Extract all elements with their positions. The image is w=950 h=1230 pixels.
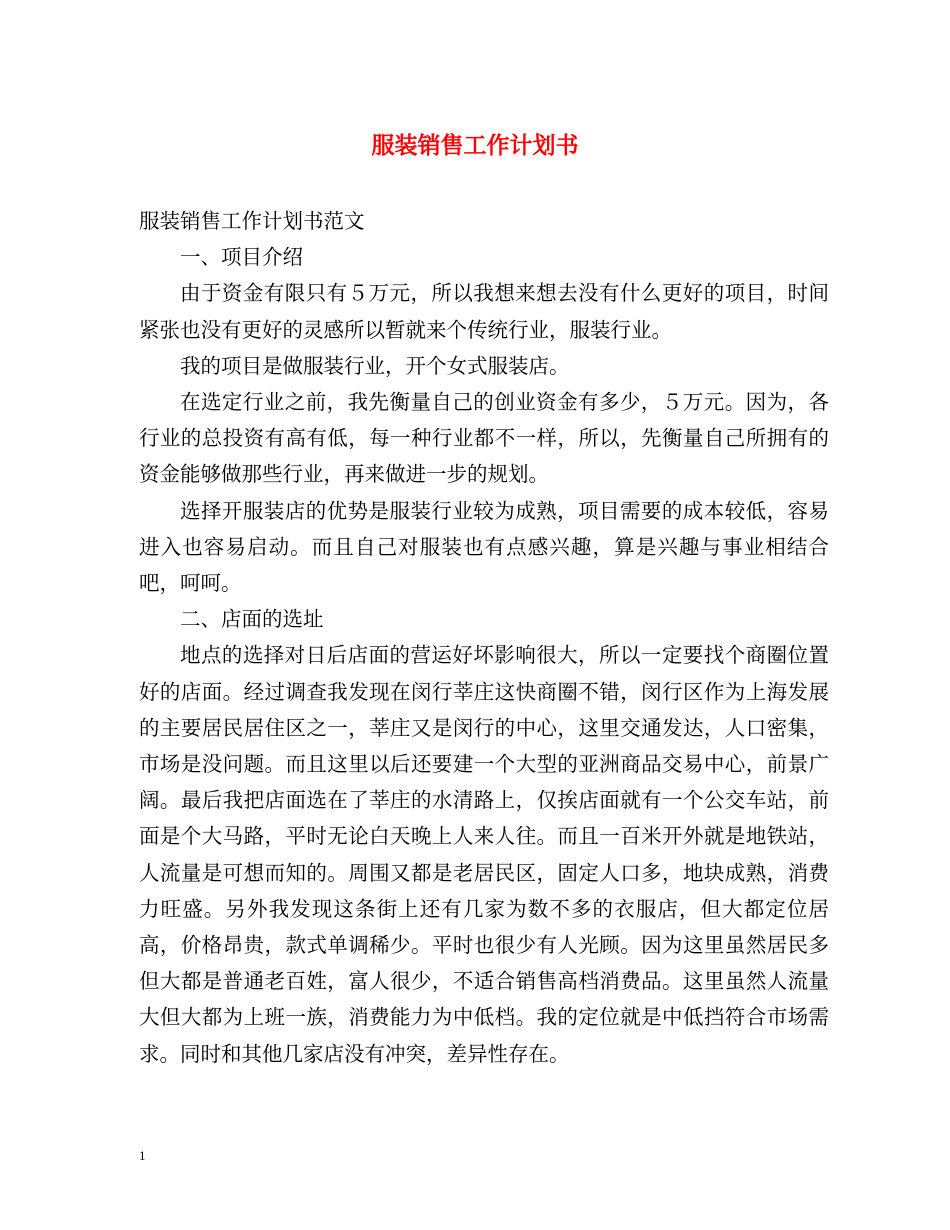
paragraph-project: 我的项目是做服装行业，开个女式服装店。	[180, 353, 570, 378]
section-heading-location: 二、店面的选址	[180, 607, 324, 632]
paragraph-industry-choice: 在选定行业之前，我先衡量自己的创业资金有多少，５万元。因为，各行业的总投资有高有低，每一种行业都不一样，所以，先衡量自己所拥有的资金能够做那些行业，再来做进一步的规划。	[139, 390, 829, 487]
page-number: 1	[139, 1148, 146, 1163]
document-body	[139, 203, 829, 1072]
document-subtitle: 服装销售工作计划书范文	[139, 209, 365, 233]
paragraph-location: 地点的选择对日后店面的营运好坏影响很大，所以一定要找个商圈位置好的店面。经过调查我发现在闵行莘庄这快商圈不错，闵行区作为上海发展的主要居民居住区之一，莘庄又是闵行的中心，这里交通发达，人口密集，市场是没问题。而且这里以后还要建一个大型的亚洲商品交易中心，前景广阔。最后我把店面选在了莘庄的水清路上，仅挨店面就有一个公交车站，前面是个大马路，平时无论白天晚上人来人往。而且一百米开外就是地铁站，人流量是可想而知的。周围又都是老居民区，固定人口多，地块成熟，消费力旺盛。另外我发现这条街上还有几家为数不多的衣服店，但大都定位居高，价格昂贵，款式单调稀少。平时也很少有人光顾。因为这里虽然居民多但大都是普通老百姓，富人很少，不适合销售高档消费品。这里虽然人流量大但大都为上班一族，消费能力为中低档。我的定位就是中低挡符合市场需求。同时和其他几家店没有冲突，差异性存在。	[139, 643, 829, 1066]
document-title: 服装销售工作计划书	[371, 132, 579, 159]
paragraph-funding: 由于资金有限只有５万元，所以我想来想去没有什么更好的项目，时间紧张也没有更好的灵感所以暂就来个传统行业，服装行业。	[139, 281, 829, 342]
section-heading-project-intro: 一、项目介绍	[180, 245, 303, 270]
paragraph-advantages: 选择开服装店的优势是服装行业较为成熟，项目需要的成本较低，容易进入也容易启动。而且自己对服装也有点感兴趣，算是兴趣与事业相结合吧，呵呵。	[139, 498, 829, 596]
